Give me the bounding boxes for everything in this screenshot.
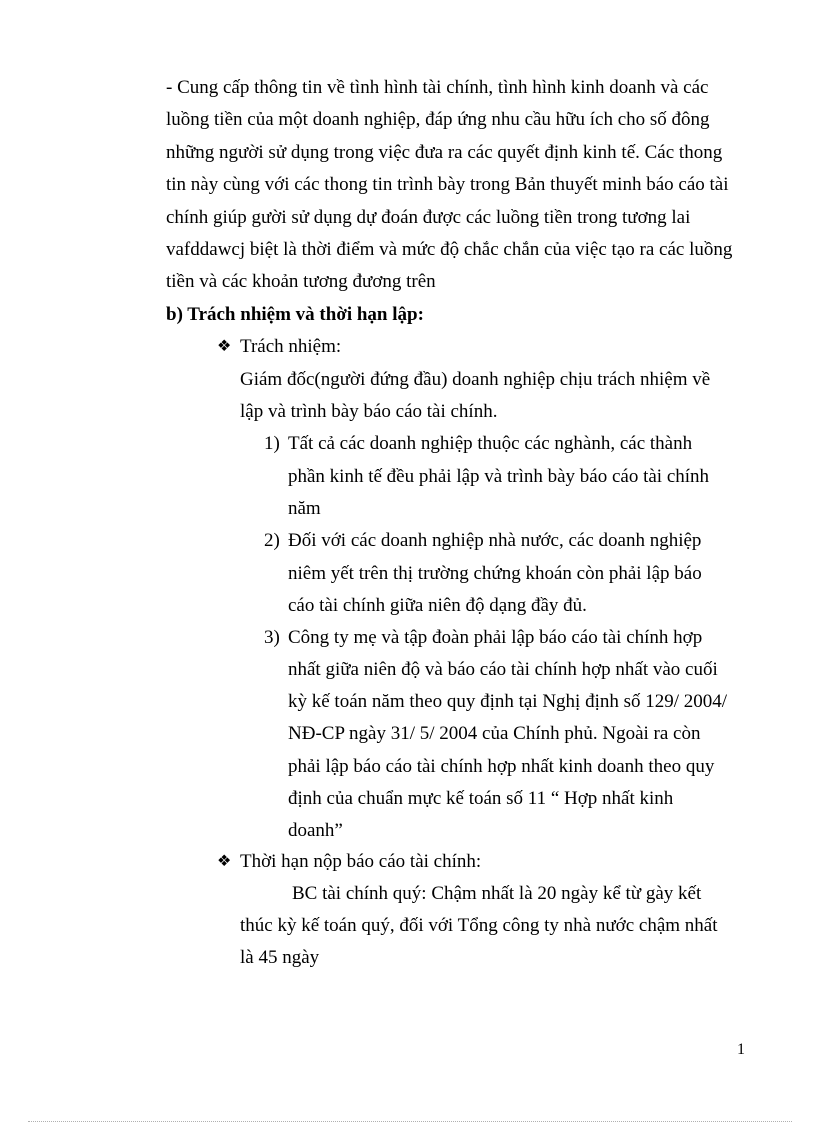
text-line: tin này cùng với các thong tin trình bày trong Bản thuyết minh báo cáo tài [166,174,729,195]
diamond-bullet-icon: ❖ [217,853,232,870]
text-line: niêm yết trên thị trường chứng khoán còn phải lập báo [288,563,702,584]
text-line: phần kinh tế đều phải lập và trình bày báo cáo tài chính [288,466,710,487]
diamond-bullet-icon: ❖ [217,338,232,355]
list-item-number: 2) [264,530,280,551]
text-line: BC tài chính quý: Chậm nhất là 20 ngày kể từ gày kết [292,883,702,904]
text-line: doanh” [288,820,343,841]
text-line: Công ty mẹ và tập đoàn phải lập báo cáo tài chính hợp [288,627,703,648]
bullet-title: Trách nhiệm: [240,336,342,357]
section-heading: b) Trách nhiệm và thời hạn lập: [166,304,424,325]
text-line: NĐ-CP ngày 31/ 5/ 2004 của Chính phủ. Ngoài ra còn [288,723,701,744]
text-line: thúc kỳ kế toán quý, đối với Tổng công ty nhà nước chậm nhất [240,915,718,936]
text-line: năm [288,498,321,519]
text-line: kỳ kế toán năm theo quy định tại Nghị định số 129/ 2004/ [288,691,728,712]
text-line: những người sử dụng trong việc đưa ra các quyết định kinh tế. Các thong [166,142,723,163]
page-number: 1 [737,1041,745,1058]
list-item-number: 3) [264,627,280,648]
text-line: - Cung cấp thông tin về tình hình tài chính, tình hình kinh doanh và các [166,77,709,98]
text-line: luồng tiền của một doanh nghiệp, đáp ứng nhu cầu hữu ích cho số đông [166,109,710,130]
bullet-title: Thời hạn nộp báo cáo tài chính: [240,851,482,872]
text-line: vafddawcj biệt là thời điểm và mức độ chắc chắn của việc tạo ra các luồng [166,239,733,260]
page-bottom-divider [28,1121,792,1122]
text-line: chính giúp gười sử dụng dự đoán được các luồng tiền trong tương lai [166,207,691,228]
text-line: Đối với các doanh nghiệp nhà nước, các doanh nghiệp [288,530,702,551]
text-line: phải lập báo cáo tài chính hợp nhất kinh doanh theo quy [288,756,715,777]
text-line: là 45 ngày [240,947,320,968]
text-line: Tất cả các doanh nghiệp thuộc các nghành, các thành [288,433,693,454]
text-line: tiền và các khoản tương đương trên [166,271,436,292]
text-line: định của chuẩn mực kế toán số 11 “ Hợp nhất kinh [288,788,674,809]
list-item-number: 1) [264,433,280,454]
text-line: cáo tài chính giữa niên độ dạng đầy đủ. [288,595,587,616]
text-line: nhất giữa niên độ và báo cáo tài chính hợp nhất vào cuối [288,659,718,680]
text-line: lập và trình bày báo cáo tài chính. [240,401,498,422]
text-line: Giám đốc(người đứng đầu) doanh nghiệp chịu trách nhiệm về [240,369,711,390]
